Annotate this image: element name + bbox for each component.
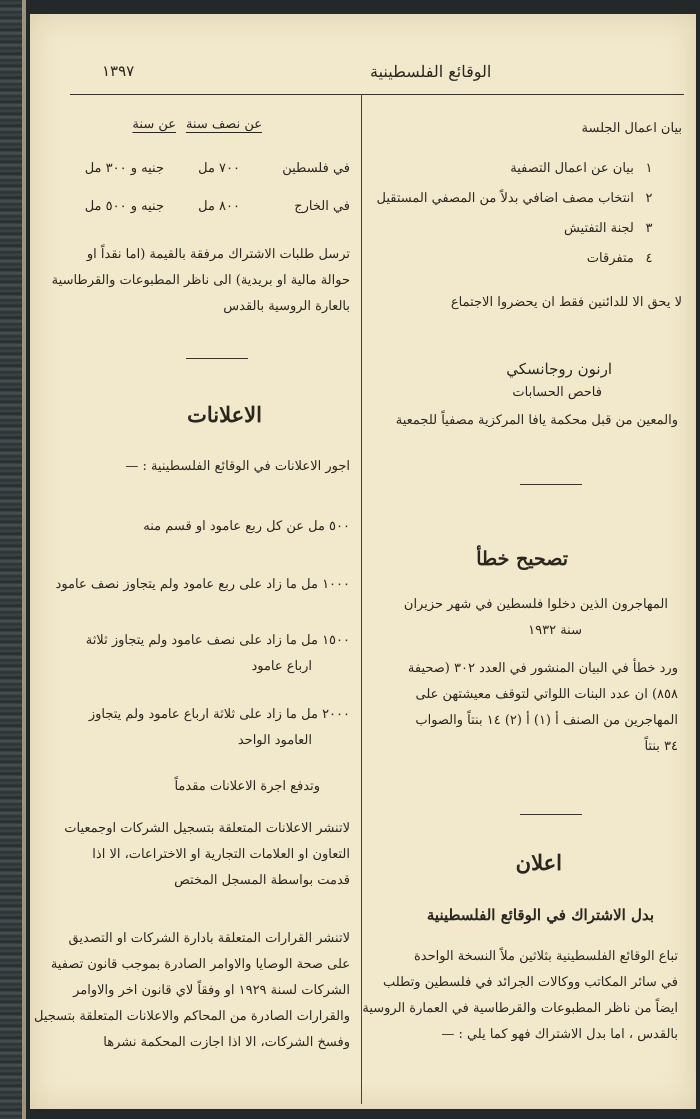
page-number: ١٣٩٧ <box>102 62 135 80</box>
company-ads-line: قدمت بواسطة المسجل المختص <box>174 873 350 888</box>
subscription-body-line: تباع الوقائع الفلسطينية بثلاثين ملاً النسخة الواحدة <box>414 949 678 964</box>
agenda-item: ٤ متفرقات <box>586 251 653 266</box>
ad-rate-continuation: العامود الواحد <box>237 733 312 748</box>
section-rule <box>520 484 582 485</box>
signatory-role: والمعين من قبل محكمة يافا المركزية مصفياً للجمعية <box>395 413 678 428</box>
subscription-note-line: بالعارة الروسية بالقدس <box>223 299 350 314</box>
page-header <box>70 52 684 95</box>
signatory-title: فاحص الحسابات <box>512 385 602 400</box>
decisions-line: والقرارات الصادرة من المحاكم والاعلانات المتعلقة بتسجيل <box>33 1009 350 1024</box>
year-cell: جنيه و ٣٠٠ مل <box>84 161 164 176</box>
ad-rate: ١٠٠٠ مل ما زاد على ربع عامود ولم يتجاوز نصف عامود <box>55 577 350 592</box>
book-binding <box>0 0 26 1119</box>
correction-title: تصحيح خطأ <box>476 548 568 570</box>
ad-rate: ١٥٠٠ مل ما زاد على نصف عامود ولم يتجاوز ثلاثة <box>85 633 350 648</box>
ads-fees-heading: اجور الاعلانات في الوقائع الفلسطينية : — <box>125 459 350 474</box>
ads-title: الاعلانات <box>187 402 262 427</box>
year-cell: جنيه و ٥٠٠ مل <box>84 199 164 214</box>
agenda-item: ٢ انتخاب مصف اضافي بدلاً من المصفي المستقيل <box>376 191 653 206</box>
subscription-title: بدل الاشتراك في الوقائع الفلسطينية <box>426 906 654 924</box>
signatory-name: ارنون روجانسكي <box>506 360 612 378</box>
company-ads-line: التعاون او العلامات التجارية او الاختراعات، الا اذا <box>92 847 350 862</box>
agenda-item: ١ بيان عن اعمال التصفية <box>510 161 653 176</box>
correction-body-line: المهاجرين من الصنف أ (١) أ (٢) ١٤ بنتاً والصواب <box>415 713 678 728</box>
prepay-note: وتدفع اجرة الاعلانات مقدماً <box>174 779 320 794</box>
half-year-cell: ٨٠٠ مل <box>198 199 240 214</box>
correction-year: سنة ١٩٣٢ <box>528 623 582 638</box>
decisions-line: الشركات لسنة ١٩٢٩ او وفقاً لاي قانون اخر والاوامر <box>73 983 350 998</box>
subscription-body-line: بالقدس ، اما بدل الاشتراك فهو كما يلي : — <box>441 1027 678 1042</box>
ad-rate: ٥٠٠ مل عن كل ربع عامود او قسم منه <box>143 519 350 534</box>
agenda-item: ٣ لجنة التفتيش <box>563 221 653 236</box>
section-rule <box>520 814 582 815</box>
region-cell: في فلسطين <box>282 161 350 176</box>
gazette-page <box>30 14 696 1109</box>
company-ads-line: لاتنشر الاعلانات المتعلقة بتسجيل الشركات اوجمعيات <box>64 821 350 836</box>
ad-rate-continuation: ارباع عامود <box>251 659 312 674</box>
half-year-cell: ٧٠٠ مل <box>198 161 240 176</box>
subscription-body-line: في سائر المكاتب ووكالات الجرائد في فلسطين وتطلب <box>382 975 678 990</box>
ad-rate: ٢٠٠٠ مل ما زاد على ثلاثة ارباع عامود ولم يتجاوز <box>88 707 350 722</box>
region-cell: في الخارج <box>294 199 350 214</box>
section-rule <box>186 358 248 359</box>
col-year-header: عن سنة <box>132 117 176 132</box>
subscription-note-line: ترسل طلبات الاشتراك مرفقة بالقيمة (اما نقداً او <box>86 247 350 262</box>
correction-body-line: ٨٥٨) ان عدد البنات اللواتي لتوقف معيشتهن على <box>415 687 678 702</box>
creditors-note: لا يحق الا للدائنين فقط ان يحضروا الاجتماع <box>450 295 682 310</box>
notice-title: اعلان <box>515 850 562 875</box>
agenda-title: بيان اعمال الجلسة <box>581 121 682 136</box>
decisions-line: لاتنشر القرارات المتعلقة بادارة الشركات او التصديق <box>68 931 350 946</box>
decisions-line: وفسخ الشركات، الا اذا اجازت المحكمة نشرها <box>103 1035 350 1050</box>
journal-title: الوقائع الفلسطينية <box>370 62 492 81</box>
column-divider <box>361 94 362 1104</box>
correction-body-line: ٣٤ بنتاً <box>644 739 678 754</box>
subscription-note-line: حوالة مالية او بريدية) الى ناظر المطبوعات والقرطاسية <box>51 273 350 288</box>
correction-body-line: ورد خطأ في البيان المنشور في العدد ٣٠٢ (صحيفة <box>407 661 678 676</box>
correction-subtitle: المهاجرون الذين دخلوا فلسطين في شهر حزيران <box>403 597 668 612</box>
subscription-body-line: ايضاً من ناظر المطبوعات والقرطاسية في العمارة الروسية <box>362 1001 678 1016</box>
decisions-line: على صحة الوصايا والاوامر الصادرة بموجب قانون تصفية <box>50 957 350 972</box>
col-half-year-header: عن نصف سنة <box>185 117 262 132</box>
